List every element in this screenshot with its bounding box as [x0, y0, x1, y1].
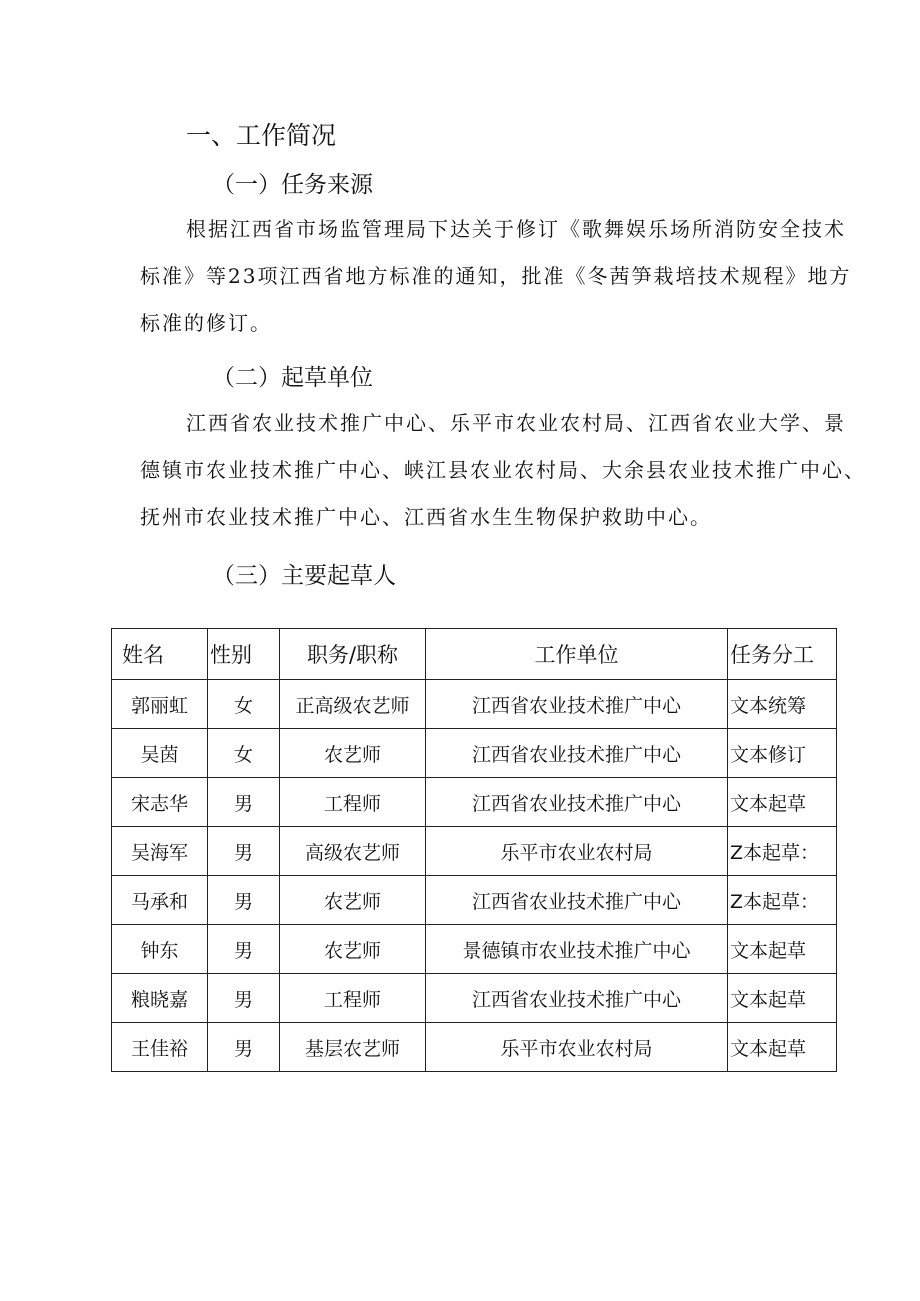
main-drafters-heading: （三）主要起草人 [212, 563, 396, 589]
task-source-paragraph [140, 206, 852, 347]
table-row [112, 876, 837, 925]
section-heading: 一、工作简况 [186, 121, 337, 150]
gender-cell: 男 [208, 827, 280, 876]
title-cell: 工程师 [280, 778, 426, 827]
title-cell: 正高级农艺师 [280, 680, 426, 729]
name-cell: 吴海军 [112, 827, 208, 876]
name-cell: 马承和 [112, 876, 208, 925]
table-row [112, 1023, 837, 1072]
name-cell: 王佳裕 [112, 1023, 208, 1072]
task-cell: 文本修订 [728, 729, 837, 778]
column-header-task: 任务分工 [728, 629, 837, 680]
title-cell: 高级农艺师 [280, 827, 426, 876]
task-cell: 文本起草 [728, 778, 837, 827]
task-cell: 文本起草 [728, 974, 837, 1023]
drafters-table [111, 628, 837, 1072]
paragraph-line: 德镇市农业技术推广中心、峡江县农业农村局、大余县农业技术推广中心、 [140, 458, 866, 482]
workplace-cell: 乐平市农业农村局 [426, 827, 728, 876]
workplace-cell: 江西省农业技术推广中心 [426, 680, 728, 729]
task-source-heading: （一）任务来源 [212, 172, 373, 198]
title-cell: 农艺师 [280, 925, 426, 974]
workplace-cell: 江西省农业技术推广中心 [426, 778, 728, 827]
title-cell: 工程师 [280, 974, 426, 1023]
task-cell: 文本起草 [728, 1023, 837, 1072]
name-cell: 宋志华 [112, 778, 208, 827]
title-cell: 基层农艺师 [280, 1023, 426, 1072]
name-cell: 郭丽虹 [112, 680, 208, 729]
title-cell: 农艺师 [280, 876, 426, 925]
task-cell: Z本起草： [728, 827, 837, 876]
paragraph-line: 标准》等23项江西省地方标准的通知，批准《冬茜笋栽培技术规程》地方 [140, 264, 852, 288]
gender-cell: 男 [208, 925, 280, 974]
paragraph-line: 江西省农业技术推广中心、乐平市农业农村局、江西省农业大学、景 [186, 411, 846, 435]
column-header-title: 职务/职称 [280, 629, 426, 680]
workplace-cell: 乐平市农业农村局 [426, 1023, 728, 1072]
title-cell: 农艺师 [280, 729, 426, 778]
paragraph-line: 抚州市农业技术推广中心、江西省水生生物保护救助中心。 [140, 505, 712, 529]
table-row [112, 925, 837, 974]
column-header-name: 姓名 [112, 629, 208, 680]
gender-cell: 男 [208, 1023, 280, 1072]
task-cell: Z本起草： [728, 876, 837, 925]
workplace-cell: 江西省农业技术推广中心 [426, 974, 728, 1023]
name-cell: 粮晓嘉 [112, 974, 208, 1023]
column-header-workplace: 工作单位 [426, 629, 728, 680]
table-row [112, 827, 837, 876]
gender-cell: 男 [208, 778, 280, 827]
table-row [112, 680, 837, 729]
name-cell: 钟东 [112, 925, 208, 974]
gender-cell: 男 [208, 876, 280, 925]
paragraph-line: 标准的修订。 [140, 311, 272, 335]
table-row [112, 778, 837, 827]
column-header-gender: 性别 [208, 629, 280, 680]
drafting-units-paragraph [140, 400, 866, 541]
workplace-cell: 江西省农业技术推广中心 [426, 876, 728, 925]
task-cell: 文本起草 [728, 925, 837, 974]
gender-cell: 男 [208, 974, 280, 1023]
drafting-units-heading: （二）起草单位 [212, 365, 373, 391]
workplace-cell: 江西省农业技术推广中心 [426, 729, 728, 778]
gender-cell: 女 [208, 680, 280, 729]
table-row [112, 729, 837, 778]
name-cell: 吴茵 [112, 729, 208, 778]
table-header-row [112, 629, 837, 680]
workplace-cell: 景德镇市农业技术推广中心 [426, 925, 728, 974]
paragraph-line: 根据江西省市场监管理局下达关于修订《歌舞娱乐场所消防安全技术 [186, 217, 846, 241]
table-row [112, 974, 837, 1023]
task-cell: 文本统筹 [728, 680, 837, 729]
gender-cell: 女 [208, 729, 280, 778]
